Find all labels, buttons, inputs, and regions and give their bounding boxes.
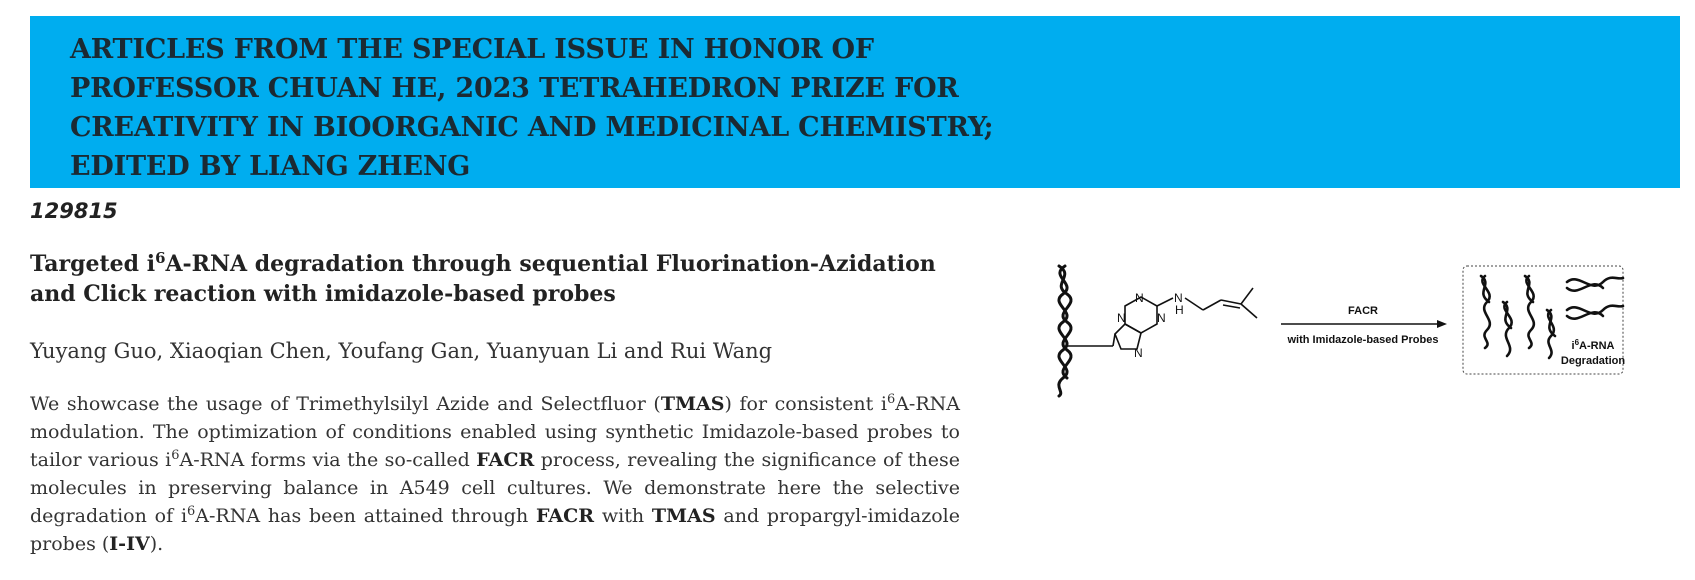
special-issue-heading bbox=[70, 30, 1050, 186]
rna-helix-icon bbox=[1059, 266, 1071, 396]
title-superscript: 6 bbox=[155, 248, 166, 267]
author-name[interactable]: Xiaoqian Chen bbox=[169, 339, 326, 363]
abstract-bold: FACR bbox=[476, 449, 535, 471]
abstract-run: A-RNA has been attained through bbox=[195, 505, 537, 527]
product-label-line2: Degradation bbox=[1560, 355, 1625, 367]
product-label-superscript: 6 bbox=[1574, 338, 1580, 347]
banner-line: PROFESSOR CHUAN HE, 2023 TETRAHEDRON PRIZE FOR bbox=[70, 73, 959, 104]
banner-line: EDITED BY LIANG ZHENG bbox=[70, 151, 471, 182]
abstract-superscript: 6 bbox=[171, 447, 180, 463]
atom-label: N bbox=[1134, 346, 1143, 360]
abstract-superscript: 6 bbox=[187, 503, 196, 519]
author-name[interactable]: Yuanyuan Li bbox=[486, 339, 618, 363]
product-label-suffix: A-RNA bbox=[1579, 340, 1615, 352]
title-text: A-RNA degradation through sequential Fluorination-Azidation and Click reaction with imidazole-based probes bbox=[30, 251, 936, 307]
arrowhead-icon bbox=[1437, 320, 1447, 328]
author-name[interactable]: Yuyang Guo bbox=[30, 339, 157, 363]
atom-label: N bbox=[1117, 311, 1126, 325]
product-label-line1 bbox=[1572, 338, 1615, 352]
title-text: Targeted i bbox=[30, 251, 156, 277]
atom-label: N bbox=[1174, 291, 1183, 305]
author-name[interactable]: Rui Wang bbox=[670, 339, 773, 363]
abstract-run: process, revealing the significance of these molecules in preserving balance in A549 cell cultures. We demonstrate here the selective degradation of i bbox=[30, 449, 960, 527]
graphical-abstract[interactable] bbox=[1045, 262, 1625, 398]
banner-line: ARTICLES FROM THE SPECIAL ISSUE IN HONOR OF bbox=[70, 34, 874, 65]
abstract-run: A-RNA modulation. The optimization of conditions enabled using synthetic Imidazole-based probes to tailor various i bbox=[30, 393, 960, 471]
abstract-superscript: 6 bbox=[886, 391, 896, 407]
banner-line: CREATIVITY IN BIOORGANIC AND MEDICINAL CHEMISTRY; bbox=[70, 112, 994, 143]
abstract-bold: TMAS bbox=[651, 505, 716, 527]
author-and: and bbox=[617, 339, 671, 363]
abstract-run: with bbox=[594, 505, 652, 527]
abstract-text bbox=[30, 390, 960, 558]
product-label-prefix: i bbox=[1571, 340, 1575, 352]
atom-label: N bbox=[1157, 311, 1166, 325]
special-issue-banner bbox=[30, 16, 1680, 188]
abstract-run: ) for consistent i bbox=[724, 393, 887, 415]
author-separator: , bbox=[156, 339, 170, 363]
abstract-bold: FACR bbox=[536, 505, 595, 527]
abstract-bold: I-IV bbox=[109, 533, 150, 555]
atom-label: H bbox=[1175, 303, 1184, 317]
author-name[interactable]: Youfang Gan bbox=[338, 339, 474, 363]
abstract-run: A-RNA forms via the so-called bbox=[179, 449, 477, 471]
abstract-run: We showcase the usage of Trimethylsilyl Azide and Selectfluor ( bbox=[30, 393, 661, 415]
arrow-label-top: FACR bbox=[1348, 305, 1378, 317]
article-title-link[interactable] bbox=[30, 249, 970, 309]
arrow-label-bottom: with Imidazole-based Probes bbox=[1287, 334, 1439, 346]
abstract-run: and propargyl-imidazole probes ( bbox=[30, 505, 961, 555]
atom-label: N bbox=[1135, 291, 1144, 305]
abstract-bold: TMAS bbox=[660, 393, 725, 415]
abstract-run: ). bbox=[149, 533, 164, 555]
author-separator: , bbox=[325, 339, 339, 363]
article-number: 129815 bbox=[30, 199, 118, 223]
author-separator: , bbox=[473, 339, 487, 363]
author-list bbox=[30, 339, 772, 363]
